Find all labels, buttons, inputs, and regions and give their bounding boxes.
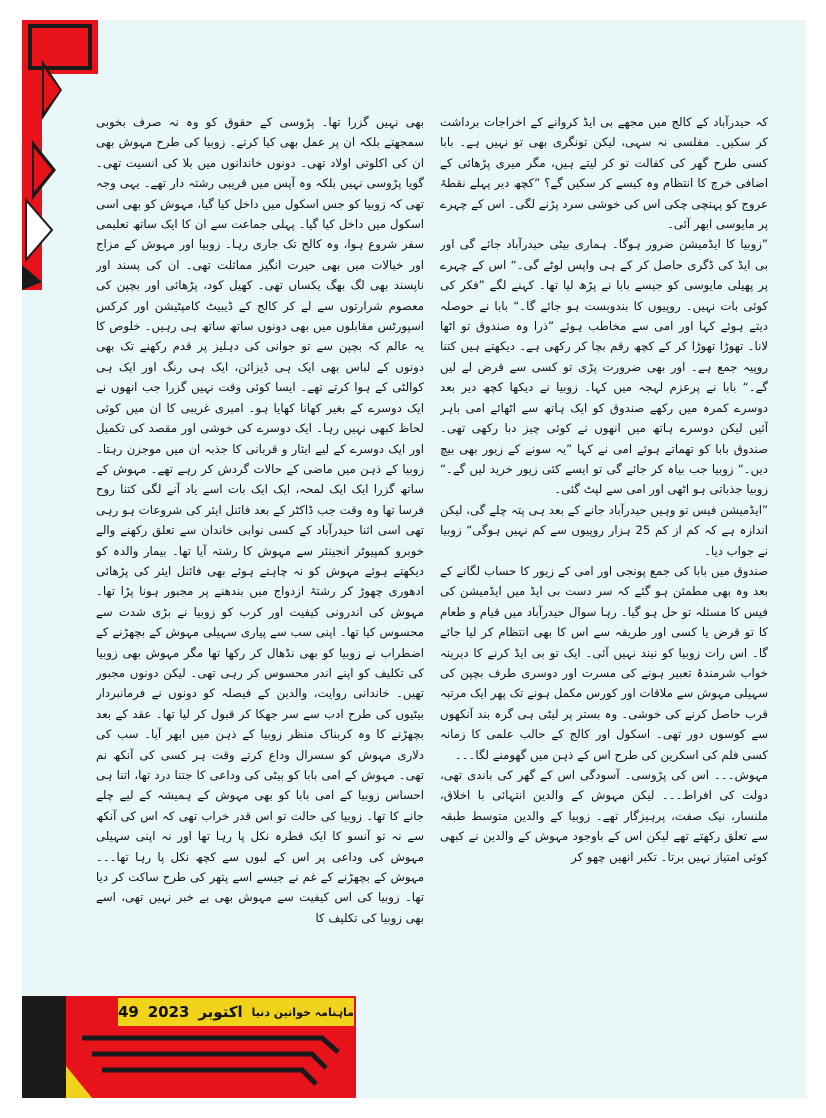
- paragraph: مہوش۔۔۔ اس کی پڑوسی۔ آسودگی اس کے گھر کی باندی تھی، دولت کی افراط۔۔۔ لیکن مہوش کے والدین انتہائی با اخلاق، ملنسار، نیک صفت، پرہیزگار تھے۔ زوبیا کے والدین متوسط طبقہ سے تعلق رکھتے تھے لیکن اس کے باوجود مہوش کے والدین نے کبھی کوئی امتیاز نہیں برتا۔ تکبر انھیں چھو کر: [440, 768, 768, 864]
- magazine-page: [22, 20, 806, 1098]
- paragraph: ”زوبیا کا ایڈمیشن ضرور ہوگا۔ ہماری بیٹی حیدرآباد جائے گی اور بی ایڈ کی ڈگری حاصل کر کے ہی واپس لوٹے گی۔“ اس کے چہرے پر پھیلی مایوسی کو جیسے بابا نے پڑھ لیا تھا۔ کہنے لگے ”فکر کی کوئی بات نہیں۔ روپیوں کا بندوبست ہو جائے گا۔“ بابا نے حوصلہ دیتے ہوئے کہا اور امی سے مخاطب ہوئے ”ذرا وہ صندوق تو اٹھا لانا۔ تھوڑا تھوڑا کر کے کچھ رقم بچا کر رکھی ہے۔ دیکھتے ہیں کتنا روپیہ جمع ہے۔ اور بھی ضرورت پڑی تو کسی سے قرض لے لیں گے۔“ بابا نے پرعزم لہجہ میں کہا۔ زوبیا نے دیکھا کچھ دیر بعد دوسرے کمرہ میں رکھے صندوق کو ایک ہاتھ سے اٹھائے امی باہر آئیں لیکن دوسرے ہاتھ میں انھوں نے کوئی چیز دبا رکھی تھی۔ صندوق بابا کو تھماتے ہوئے امی نے کہا ”یہ سونے کے زیور بھی بیچ دیں۔“ زوبیا جب بیاہ کر جائے گی تو ایسے کئی زیور خرید لیں گے۔“ زوبیا جذباتی ہو اٹھی اور امی سے لپٹ گئی۔: [440, 237, 768, 497]
- issue-month: اکتوبر: [198, 1003, 243, 1021]
- magazine-name: ماہنامہ خواتین دنیا: [251, 1005, 354, 1019]
- paragraph: کہ حیدرآباد کے کالج میں مجھے بی ایڈ کروانے کے اخراجات برداشت کر سکیں۔ مفلسی نہ سہی، لیکن تونگری بھی تو نہیں ہے۔ بابا کسی طرح گھر کی کفالت تو کر لیتے ہیں، مگر میری پڑھائی کے اضافی خرچ کا انتظام وہ کیسے کر سکیں گے؟ ”کچھ دیر پہلے نقطۂ عروج کو پہنچی چکی اس کی خوشی سرد پڑنے لگی۔ اس کے چہرے پر مایوسی ابھر آئی۔: [440, 115, 768, 232]
- issue-year: 2023: [147, 1003, 190, 1021]
- footer-label: [118, 1000, 354, 1024]
- article-column-right: [440, 112, 768, 1014]
- page-footer: [22, 996, 806, 1098]
- decorative-border-ornament: [22, 20, 98, 290]
- article-column-left: [96, 112, 424, 1014]
- paragraph: صندوق میں بابا کی جمع پونجی اور امی کے زیور کا حساب لگانے کے بعد وہ بھی مطمئن ہو گئے کہ سر دست بی ایڈ میں ایڈمیشن کی فیس کا مسئلہ تو حل ہو گیا۔ رہا سوال حیدرآباد میں قیام و طعام کا تو قرض یا کسی اور طریقہ سے اس کا بھی انتظام کر لیا جائے گا۔ اس رات زوبیا کو نیند نہیں آئی۔ ایک تو بی ایڈ کرنے کا دیرینہ خواب شرمندۂ تعبیر ہونے کی مسرت اور دوسری طرف بچپن کی سہیلی مہوش سے ملاقات اور کورس مکمل ہونے تک پھر ایک مرتبہ قرب حاصل کرنے کی خوشی۔ وہ بستر پر لیٹی ہی گرہ بند آنکھوں سے کوسوں دور تھی۔ اسکول اور کالج کے حالب علمی کا زمانہ کسی فلم کی اسکرین کی طرح اس کے ذہن میں گھومنے لگا۔۔۔: [440, 563, 768, 762]
- page-number: 49: [118, 1003, 139, 1021]
- paragraph: ”ایڈمیشن فیس تو وہیں حیدرآباد جانے کے بعد ہی پتہ چلے گی، لیکن اندازہ ہے کہ کم از کم 25 ہزار روپیوں سے کم نہیں ہوگی“ زوبیا نے جواب دیا۔: [440, 502, 768, 558]
- paragraph: بھی نہیں گزرا تھا۔ پڑوسی کے حقوق کو وہ نہ صرف بخوبی سمجھتے بلکہ ان پر عمل بھی کیا کرتے۔ زوبیا کی طرح مہوش بھی ان کی اکلوتی اولاد تھی۔ دونوں خاندانوں میں بلا کی انسیت تھی۔ گویا پڑوسی نہیں بلکہ وہ آپس میں قریبی رشتہ دار تھے۔ یہی وجہ تھی کہ زوبیا کو جس اسکول میں داخل کیا گیا، مہوش کو بھی اسی اسکول میں داخل کیا گیا۔ پہلی جماعت سے ان کا ایک ساتھ تعلیمی سفر شروع ہوا، وہ کالج تک جاری رہا۔ زوبیا اور مہوش کے مزاج اور خیالات میں بھی حیرت انگیز مماثلت تھی۔ ان کی پسند اور ناپسند بھی لگ بھگ یکساں تھی۔ کھیل کود، پڑھائی اور بچپن کی معصوم شرارتوں سے لے کر کالج کے ڈیبیٹ کامپٹیشن اور کرکس اسپورٹس مقابلوں میں بھی دونوں ساتھ ساتھ ہی رہیں۔ خلوص کا یہ عالم کہ بچپن سے تو جوانی کی دہلیز پر قدم رکھنے تک بھی دونوں کے لباس بھی ایک ہی ڈیزائن، ایک ہی رنگ اور ایک ہی کوالٹی کے ہوا کرتے تھے۔ ایسا کوئی وقت نہیں گزرا جب انھوں نے ایک دوسرے کے بغیر کھانا کھایا ہو۔ امیری غریبی کا ان میں کوئی لحاظ کبھی نہیں رہا۔ ایک دوسرے کی خوشی اور مقصد کی تکمیل اور ایک دوسرے کے لیے ایثار و قربانی کا جذبہ ان میں موجزن رہتا۔ زوبیا کے ذہن میں ماضی کے حالات گردش کر رہے تھے۔ مہوش کے ساتھ گزرا ایک ایک لمحہ، ایک ایک بات اسے یاد آنے لگی کتنا روح فرسا تھا وہ وقت جب ڈاکٹر کے بعد فائنل ایئر کی شروعات ہو رہی تھی اسی اثنا حیدرآباد کے کسی نوابی خاندان سے تعلق رکھنے والے خوبرو کمپیوٹر انجینئر سے مہوش کا رشتہ آیا تھا۔ بیمار والدہ کو دیکھتے ہوئے مہوش کو نہ چاہتے ہوئے بھی فائنل ایئر کی پڑھائی ادھوری چھوڑ کر رشتۂ ازدواج میں بندھنے پر مجبور ہونا پڑا تھا۔ مہوش کی اندرونی کیفیت اور کرب کو زوبیا نے بڑی شدت سے محسوس کیا تھا۔ اپنی سب سے پیاری سہیلی مہوش کے بچھڑنے کے اضطراب نے زوبیا کو بھی نڈھال کر رکھا تھا مگر مہوش بھی زوبیا کی تکلیف کو اپنے اندر محسوس کر رہی تھی۔ لیکن دونوں مجبور تھیں۔ خاندانی روایت، والدین کے فیصلہ کو دونوں نے فرمانبردار بیٹیوں کی طرح ادب سے سر جھکا کر قبول کر لیا تھا۔ عقد کے بعد بچھڑنے کا وہ کربناک منظر زوبیا کے ذہن میں ابھر آیا۔ سب کی دلاری مہوش کو سسرال وداع کرتے وقت ہر کسی کی آنکھ نم تھی۔ مہوش کے امی بابا کو بیٹی کی وداعی کا جتنا درد تھا، اتنا ہی احساس زوبیا کے امی بابا کو بھی مہوش کے ہمیشہ کے لیے چلے جانے کا تھا۔ زوبیا کی حالت تو اس قدر خراب تھی کہ اس کی آنکھ سے نہ تو آنسو کا ایک قطرہ نکل پا رہا تھا اور نہ اپنی سہیلی مہوش کی وداعی پر اس کے لبوں سے کچھ نکل پا رہا تھا۔۔۔ مہوش کے بچھڑنے کے غم نے جیسے اسے پتھر کی طرح ساکت کر دیا تھا۔ زوبیا کی اس کیفیت سے مہوش بھی بے خبر نہیں تھی، اسے بھی زوبیا کی تکلیف کا: [96, 115, 424, 925]
